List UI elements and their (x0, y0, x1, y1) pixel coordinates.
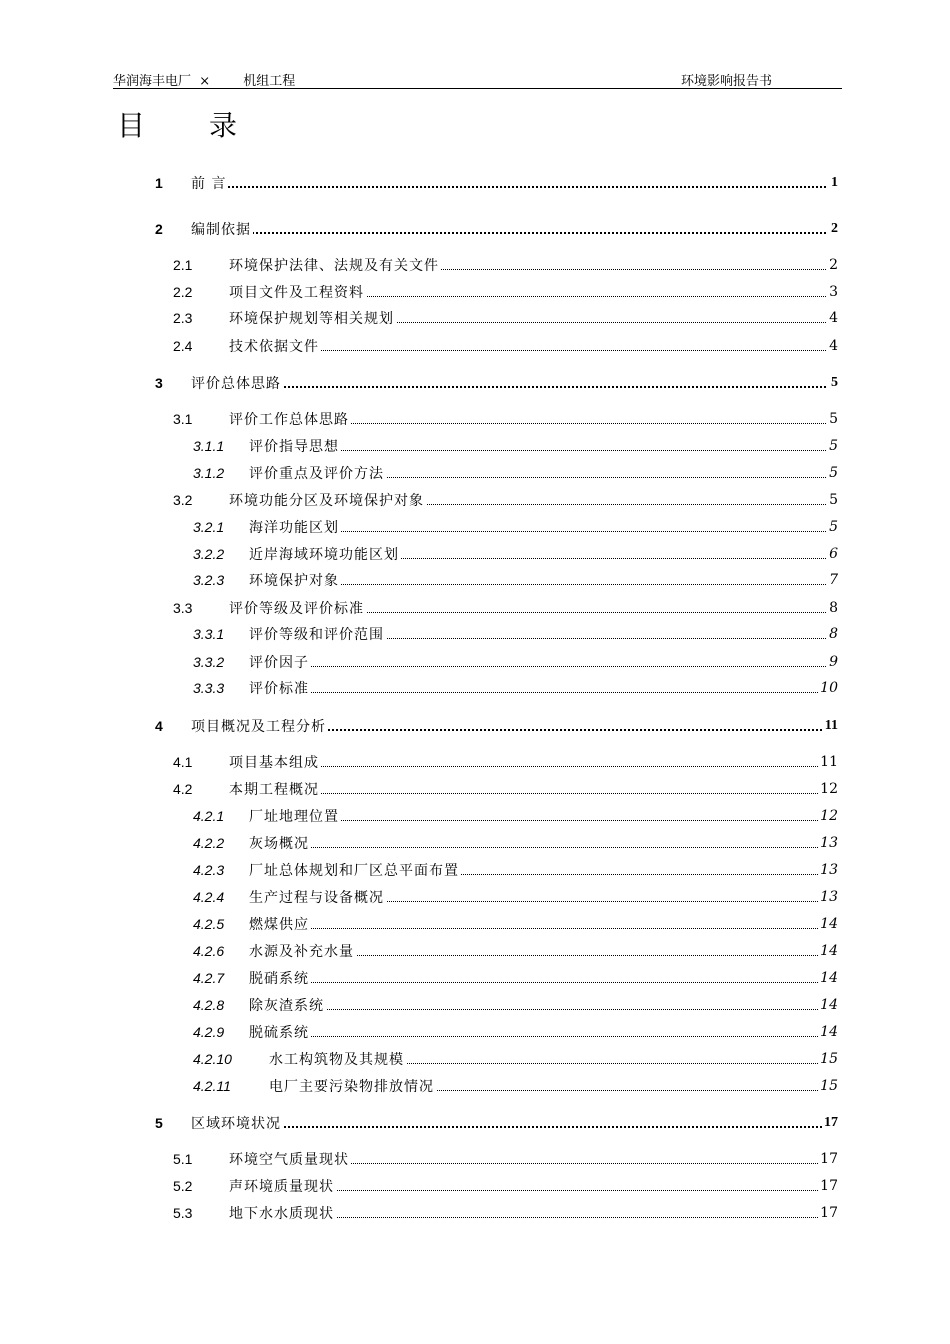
toc-entry[interactable] (0, 219, 950, 239)
toc-entry[interactable] (0, 544, 950, 564)
toc-leader-dots (249, 692, 826, 693)
toc-entry-label: 近岸海域环境功能区划 (249, 544, 401, 564)
toc-entry-number: 2 (155, 221, 163, 237)
toc-entry-number: 3.2.2 (193, 546, 225, 562)
toc-entry-label: 燃煤供应 (249, 914, 311, 934)
toc-entry-number: 4.2.3 (193, 862, 225, 878)
toc-entry-label: 评价等级和评价范围 (249, 624, 386, 644)
toc-entry-number: 4.2.6 (193, 943, 225, 959)
toc-entry-label: 环境保护规划等相关规划 (229, 308, 396, 328)
toc-entry-number: 5.3 (173, 1205, 193, 1221)
toc-entry[interactable] (0, 995, 950, 1015)
toc-entry[interactable] (0, 1049, 950, 1069)
toc-leader-dots (249, 1036, 826, 1037)
toc-entry-number: 2.3 (173, 310, 193, 326)
toc-entry[interactable] (0, 173, 950, 193)
toc-entry[interactable] (0, 716, 950, 736)
toc-entry-label: 水工构筑物及其规模 (269, 1049, 406, 1069)
toc-entry[interactable] (0, 409, 950, 429)
toc-entry-label: 评价标准 (249, 678, 311, 698)
toc-entry[interactable] (0, 914, 950, 934)
toc-entry[interactable] (0, 1176, 950, 1196)
toc-leader-dots (249, 982, 826, 983)
toc-leader-dots (249, 847, 826, 848)
toc-entry-page: 14 (820, 943, 838, 959)
toc-entry-page: 11 (824, 718, 838, 733)
toc-entry-page: 17 (820, 1205, 838, 1221)
toc-leader-dots (191, 1126, 826, 1128)
toc-entry-page: 13 (820, 862, 838, 878)
toc-leader-dots (191, 232, 826, 234)
toc-entry-label: 编制依据 (191, 219, 253, 239)
toc-entry-label: 评价工作总体思路 (229, 409, 351, 429)
toc-entry-page: 6 (829, 546, 838, 562)
toc-entry[interactable] (0, 779, 950, 799)
toc-entry-page: 13 (820, 835, 838, 851)
toc-entry[interactable] (0, 678, 950, 698)
toc-entry[interactable] (0, 1113, 950, 1133)
toc-entry-label: 除灰渣系统 (249, 995, 326, 1015)
toc-entry-label: 技术依据文件 (229, 336, 321, 356)
toc-entry-number: 4.2.1 (193, 808, 225, 824)
toc-entry-page: 3 (829, 284, 838, 300)
toc-entry-number: 3.2.3 (193, 572, 225, 588)
toc-entry[interactable] (0, 624, 950, 644)
toc-leader-dots (249, 928, 826, 929)
toc-entry-page: 5 (829, 411, 838, 427)
toc-entry-label: 脱硫系统 (249, 1022, 311, 1042)
toc-entry-label: 评价总体思路 (191, 373, 283, 393)
toc-entry[interactable] (0, 336, 950, 356)
toc-entry-page: 14 (820, 970, 838, 986)
toc-entry-page: 17 (820, 1178, 838, 1194)
toc-entry-label: 项目基本组成 (229, 752, 321, 772)
toc-entry-label: 前 言 (191, 173, 228, 193)
toc-entry-number: 3.3.3 (193, 680, 225, 696)
toc-entry-number: 4 (155, 718, 163, 734)
toc-entry[interactable] (0, 255, 950, 275)
toc-entry[interactable] (0, 463, 950, 483)
toc-leader-dots (191, 386, 826, 388)
toc-entry-page: 2 (831, 221, 838, 236)
toc-entry-label: 脱硝系统 (249, 968, 311, 988)
toc-entry[interactable] (0, 887, 950, 907)
toc-entry-number: 4.2.5 (193, 916, 225, 932)
toc-entry[interactable] (0, 436, 950, 456)
toc-entry-number: 2.4 (173, 338, 193, 354)
toc-entry[interactable] (0, 1149, 950, 1169)
toc-entry[interactable] (0, 1076, 950, 1096)
toc-entry-number: 4.2.8 (193, 997, 225, 1013)
toc-entry[interactable] (0, 941, 950, 961)
toc-entry-number: 4.1 (173, 754, 193, 770)
toc-entry-number: 4.2.7 (193, 970, 225, 986)
toc-entry-number: 3.2 (173, 492, 193, 508)
toc-entry-page: 2 (829, 257, 838, 273)
toc-entry-page: 5 (829, 519, 838, 535)
toc-entry-number: 5 (155, 1115, 163, 1131)
toc-entry[interactable] (0, 517, 950, 537)
toc-entry-number: 4.2.9 (193, 1024, 225, 1040)
toc-entry-page: 4 (829, 338, 838, 354)
toc-entry-page: 8 (829, 600, 838, 616)
toc-entry-number: 3.3.1 (193, 626, 225, 642)
toc-entry[interactable] (0, 1203, 950, 1223)
page-title: 目录 (117, 109, 302, 142)
toc-entry[interactable] (0, 373, 950, 393)
toc-entry-number: 4.2.11 (193, 1078, 231, 1094)
toc-entry-page: 15 (820, 1078, 838, 1094)
toc-entry[interactable] (0, 308, 950, 328)
toc-entry-label: 评价重点及评价方法 (249, 463, 386, 483)
toc-entry[interactable] (0, 968, 950, 988)
toc-entry-page: 13 (820, 889, 838, 905)
toc-entry-number: 3.3.2 (193, 654, 225, 670)
toc-entry-page: 17 (820, 1151, 838, 1167)
toc-entry-label: 项目文件及工程资料 (229, 282, 366, 302)
toc-entry[interactable] (0, 652, 950, 672)
toc-entry-label: 厂址总体规划和厂区总平面布置 (249, 860, 461, 880)
toc-entry-label: 环境保护法律、法规及有关文件 (229, 255, 441, 275)
toc-entry-page: 5 (831, 375, 838, 390)
toc-entry[interactable] (0, 570, 950, 590)
toc-entry-label: 评价因子 (249, 652, 311, 672)
toc-entry-number: 3.1.2 (193, 465, 225, 481)
toc-entry-label: 环境功能分区及环境保护对象 (229, 490, 426, 510)
header-right-text: 环境影响报告书 (680, 74, 772, 89)
toc-entry-label: 电厂主要污染物排放情况 (269, 1076, 436, 1096)
toc-entry-label: 声环境质量现状 (229, 1176, 336, 1196)
toc-entry-page: 14 (820, 916, 838, 932)
toc-entry-number: 3.1 (173, 411, 193, 427)
toc-entry-number: 4.2.10 (193, 1051, 232, 1067)
toc-entry-number: 5.1 (173, 1151, 193, 1167)
header-left-text: 华润海丰电厂 × 机组工程 (113, 74, 296, 89)
toc-entry[interactable] (0, 598, 950, 618)
toc-entry[interactable] (0, 806, 950, 826)
toc-entry-number: 1 (155, 175, 163, 191)
toc-entry[interactable] (0, 833, 950, 853)
toc-entry-number: 3.3 (173, 600, 193, 616)
toc-entry-page: 5 (829, 492, 838, 508)
toc-entry-page: 14 (820, 1024, 838, 1040)
toc-entry-page: 5 (829, 438, 838, 454)
toc-entry-number: 3.2.1 (193, 519, 225, 535)
toc-entry-label: 海洋功能区划 (249, 517, 341, 537)
toc-entry-page: 15 (820, 1051, 838, 1067)
toc-entry-page: 10 (820, 680, 838, 696)
toc-entry-page: 9 (829, 654, 838, 670)
toc-entry-label: 本期工程概况 (229, 779, 321, 799)
toc-entry-number: 2.2 (173, 284, 193, 300)
toc-entry-label: 区域环境状况 (191, 1113, 283, 1133)
toc-entry-page: 5 (829, 465, 838, 481)
toc-entry-label: 环境保护对象 (249, 570, 341, 590)
toc-entry-page: 17 (824, 1115, 838, 1130)
toc-entry[interactable] (0, 1022, 950, 1042)
toc-entry-number: 3.1.1 (193, 438, 225, 454)
toc-entry[interactable] (0, 860, 950, 880)
toc-entry-page: 4 (829, 310, 838, 326)
toc-entry-page: 12 (820, 781, 838, 797)
toc-entry-label: 评价等级及评价标准 (229, 598, 366, 618)
toc-entry-page: 1 (831, 175, 838, 190)
toc-entry-label: 水源及补充水量 (249, 941, 356, 961)
toc-entry-label: 灰场概况 (249, 833, 311, 853)
toc-entry-page: 8 (829, 626, 838, 642)
toc-entry-number: 4.2.2 (193, 835, 225, 851)
toc-entry-page: 14 (820, 997, 838, 1013)
toc-entry[interactable] (0, 490, 950, 510)
toc-entry-label: 环境空气质量现状 (229, 1149, 351, 1169)
toc-entry-number: 5.2 (173, 1178, 193, 1194)
toc-entry-label: 厂址地理位置 (249, 806, 341, 826)
toc-leader-dots (249, 1009, 826, 1010)
toc-entry-label: 地下水水质现状 (229, 1203, 336, 1223)
toc-leader-dots (249, 666, 826, 667)
toc-entry[interactable] (0, 282, 950, 302)
toc-entry-number: 3 (155, 375, 163, 391)
toc-entry-number: 2.1 (173, 257, 193, 273)
toc-entry[interactable] (0, 752, 950, 772)
toc-entry-number: 4.2 (173, 781, 193, 797)
toc-entry-number: 4.2.4 (193, 889, 225, 905)
toc-entry-label: 项目概况及工程分析 (191, 716, 328, 736)
toc-leader-dots (191, 186, 826, 188)
toc-entry-page: 11 (820, 754, 838, 770)
toc-entry-label: 评价指导思想 (249, 436, 341, 456)
toc-entry-page: 12 (820, 808, 838, 824)
toc-entry-page: 7 (829, 572, 838, 588)
toc-entry-label: 生产过程与设备概况 (249, 887, 386, 907)
